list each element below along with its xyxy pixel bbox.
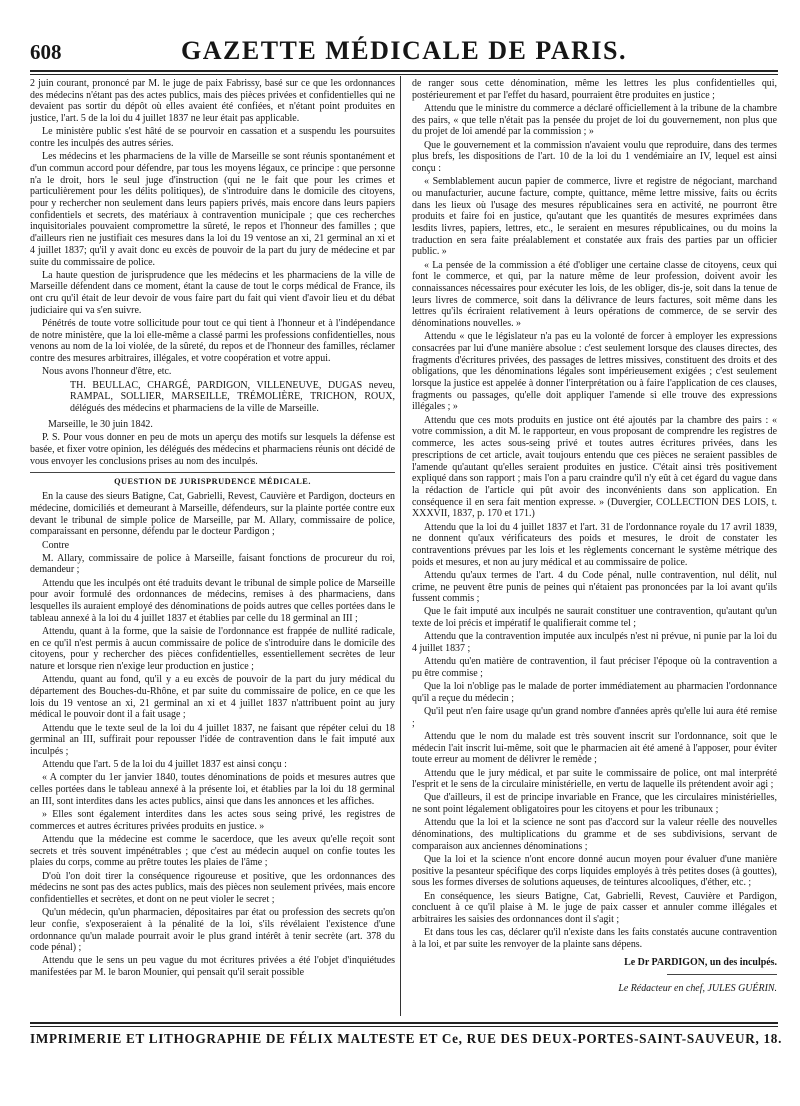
paragraph: En la cause des sieurs Batigne, Cat, Gabrielli, Revest, Cauvière et Pardigon, docteurs en médecine, domiciliés et demeurant à Marseille, défendeurs, sur la plainte portée contre eux devant le tribunal de simple police de Marseille, par M. Allary, commissaire de police, comparaissant en personne, défendu par le docteur Pardigon ; — [30, 491, 395, 538]
paragraph: Le ministère public s'est hâté de se pourvoir en cassation et a suspendu les poursuites contre les inculpés des autres séries. — [30, 126, 395, 150]
paragraph: Attendu que le ministre du commerce a déclaré officiellement à la tribune de la chambre des pairs, « que telle n'était pas la pensée du projet de loi du gouvernement, non plus que du projet de loi amendé par la commission ; » — [412, 102, 777, 138]
paragraph: Attendu que ces mots produits en justice ont été ajoutés par la chambre des pairs : « votre commission, a dit M. le rapporteur, en vous proposant de comprendre les registres de commerce, les actes sous-seing privé et toutes autres écritures privées, dans les prescriptions de cet article, avait toujours entendu que ces pièces ne seraient passibles de l'amende qu'autant qu'elles seraient produites en justice. C'était ainsi très positivement expliqué dans son rapport ; mais l'on a paru craindre qu'il n'y eût à cet égard du vague dans la rédaction de l'article qui pût avoir des inconvénients dans son application. En conséquence il en sera fait mention expresse. » (Duvergier, COLLECTION DES LOIS, t. XXXVII, 1837, p. 170 et 171.) — [412, 414, 777, 520]
paragraph: TH. BEULLAC, CHARGÉ, PARDIGON, VILLENEUVE, DUGAS neveu, RAMPAL, SOLLIER, MARSEILLE, TRÉMOLIÈRE, TRICHON, ROUX, délégués des médecins et pharmaciens de la ville de Marseille. — [70, 379, 395, 414]
signature-rule — [667, 974, 777, 975]
paragraph: Qu'il peut n'en faire usage qu'un grand nombre d'années après qu'elle lui aura été remise ; — [412, 706, 777, 729]
footer-rule-thin — [30, 1026, 778, 1027]
paragraph: Attendu que le texte seul de la loi du 4 juillet 1837, ne faisant que répéter celui du 18 germinal an III, suffirait pour repousser l'idée de contravention dans le fait imputé aux inculpés ; — [30, 722, 395, 757]
page-header — [30, 34, 778, 68]
paragraph: P. S. Pour vous donner en peu de mots un aperçu des motifs sur lesquels la défense est basée, et fixer votre opinion, les délégués des médecins et pharmaciens réunis ont décidé de vous envoyer les conclusions prises au nom des inculpés. — [30, 432, 395, 467]
paragraph: La haute question de jurisprudence que les médecins et les pharmaciens de la ville de Marseille défendent dans ce moment, étant la cause de tout le corps médical de France, ils ont cru qu'il était de leur devoir de vous faire part du fait qui vient d'avoir lieu et du débat judiciaire qui va s'en suivre. — [30, 269, 395, 316]
paragraph: Que d'ailleurs, il est de principe invariable en France, que les circulaires ministérielles, ne sont point légalement obligatoires pour les citoyens et pour les tribunaux ; — [412, 792, 777, 816]
paragraph: Attendu que la loi et la science ne sont pas d'accord sur la valeur réelle des nouvelles dénominations, des multiplications du gramme et de ses subdivisions, servant de comparaison aux anciennes dénominations ; — [412, 817, 777, 852]
paragraph: Qu'un médecin, qu'un pharmacien, dépositaires par état ou profession des secrets qu'on leur confie, s'exposeraient à la pénalité de la loi, s'ils révélaient l'existence d'une ordonnance qu'un malade pourrait avoir le plus grand intérêt à tenir secrète (art. 378 du code pénal) ; — [30, 907, 395, 954]
paragraph: Attendu que le sens un peu vague du mot écritures privées a été l'objet d'inquiétudes manifestées par M. le baron Mounier, qui pensait qu'il serait possible — [30, 955, 395, 979]
paragraph: Les médecins et les pharmaciens de la ville de Marseille se sont réunis spontanément et d'un commun accord pour défendre, par tous les moyens légaux, ce principe : que personne n'a le droit, hors le seul juge d'instruction (qui ne le fait que pour les crimes et particulièrement pour les délits politiques), de s'introduire dans le domicile des citoyens, pour y rechercher non seulement dans leurs papiers privés, mais encore dans leurs papiers confidentiels et secrets, des matériaux à contravention municipale ; que ces recherches inquisitoriales pouvaient compromettre la sûreté, le repos et l'honneur des familles ; que d'ailleurs rien ne justifiait ces mesures dans la loi du 19 ventose an xi, 21 germinal an xi et 4 juillet 1837; qu'il y avait donc eu excès de pouvoir de la part du jury de médecine et par suite du commissaire de police. — [30, 151, 395, 268]
footer-rule — [30, 1022, 778, 1024]
paragraph: 2 juin courant, prononcé par M. le juge de paix Fabrissy, basé sur ce que les ordonnances des médecins n'étant pas des actes publics, mais des pièces privées et confidentielles qui ne devaient pas sortir du dépôt où elles avaient été confiées, et n'étant point produites en justice, l'art. 5 de la loi du 4 juillet 1837 ne leur était pas applicable. — [30, 78, 395, 125]
right-column — [412, 78, 777, 1013]
paragraph: M. Allary, commissaire de police à Marseille, faisant fonctions de procureur du roi, demandeur ; — [30, 552, 395, 576]
paragraph: Attendu que la contravention imputée aux inculpés n'est ni prévue, ni punie par la loi du 4 juillet 1837 ; — [412, 631, 777, 655]
header-rule — [30, 70, 778, 72]
signature: Le Dr PARDIGON, un des inculpés. — [624, 956, 777, 968]
right-column-body — [412, 78, 777, 951]
paragraph: « Semblablement aucun papier de commerce, livre et registre de négociant, marchand ou manufacturier, aucune facture, compte, quittance, même lettre missive, faits ou écrits dans les lieux où l'usage des mesures républicaines sera en activité, ne pourront être produits et faire foi en justice, qu'autant que les quantités de mesures exprimées dans lesdits livres, papiers, lettres, etc., le seraient en mesures républicaines, ou du moins la traduction en sera faite préalablement et constatée aux frais des parties par un officier public. » — [412, 176, 777, 258]
paragraph: Nous avons l'honneur d'être, etc. — [42, 366, 172, 378]
paragraph: Que le gouvernement et la commission n'avaient voulu que reproduire, dans des termes plus brefs, les dispositions de l'art. 10 de la loi du 1 vendémiaire an IV, lequel est ainsi conçu : — [412, 139, 777, 174]
paragraph: Attendu que le jury médical, et par suite le commissaire de police, ont mal interprété l'esprit et le sens de la circulaire ministérielle, en vertu de laquelle ils prétendent avoir agi ; — [412, 767, 777, 791]
paragraph: Attendu que les inculpés ont été traduits devant le tribunal de simple police de Marseille pour avoir formulé des ordonnances de médecins, remises à des pharmaciens, dans lesquelles ils auraient employé des dénominations de poids autres que celles portées dans le tableau annexé à la loi du 4 juillet 1837 et établies par celle du 18 germinal an III ; — [30, 577, 395, 624]
paragraph: Contre — [42, 539, 70, 551]
header-rule-thin — [30, 74, 778, 75]
paragraph: Que le fait imputé aux inculpés ne saurait constituer une contravention, qu'autant qu'un texte de loi précis et impératif le qualifierait comme tel ; — [412, 606, 777, 630]
paragraph: Attendu que l'art. 5 de la loi du 4 juillet 1837 est ainsi conçu : — [42, 759, 287, 771]
paragraph: Attendu « que le législateur n'a pas eu la volonté de forcer à employer les expressions consacrées par lui d'une manière absolue : c'est seulement lorsque des clauses directes, des fragments d'écritures privées, des passages de lettres missives, constituent des droits et des obligations, que les dénominations légales sont impérieusement exigées ; c'est seulement lorsque la justice est appelée à donner l'interprétation ou à faire l'application de ces clauses, fragments ou passages, qu'elle doit appliquer l'amende si elle trouve des expressions illégales ; » — [412, 331, 777, 413]
paragraph: Attendu qu'en matière de contravention, il faut préciser l'époque où la contravention a pu être commise ; — [412, 656, 777, 679]
paragraph: Marseille, le 30 juin 1842. — [48, 418, 153, 430]
paragraph: « La pensée de la commission a été d'obliger une certaine classe de citoyens, ceux qui font le commerce, et qui, par la nature même de leur profession, doivent avoir les connaissances nécessaires pour exécuter les lois, de les obliger, dis-je, soit dans la tenue de leurs livres de commerce, soit dans la délivrance de leurs factures, soit même dans les lettres qu'ils écriraient relativement à leurs opérations de commerce, de se servir des dénominations nouvelles. » — [412, 259, 777, 330]
masthead-title: GAZETTE MÉDICALE DE PARIS. — [181, 36, 627, 65]
paragraph: Pénétrés de toute votre sollicitude pour tout ce qui tient à l'honneur et à l'indépendance de notre ministère, que la loi elle-même a classé parmi les professions confidentielles, nous venons au nom de la loi violée, de la sûreté, du repos et de l'honneur des familles, réclamer contre des mesures arbitraires, illégales, et votre coopération et votre appui. — [30, 318, 395, 365]
printer-imprint: IMPRIMERIE ET LITHOGRAPHIE DE FÉLIX MALTESTE ET Ce, RUE DES DEUX-PORTES-SAINT-SAUVEUR, 18. — [30, 1031, 783, 1046]
paragraph: Attendu que la médecine est comme le sacerdoce, que les aveux qu'elle reçoit sont secrets et très souvent impénétrables ; que c'est au médecin auquel on confie toutes les plaies du corps, comme au prêtre toutes les plaies de l'âme ; — [30, 833, 395, 869]
paragraph: Attendu, quant à la forme, que la saisie de l'ordonnance est frappée de nullité radicale, en ce qu'il n'est permis à aucun commissaire de police de s'introduire dans le domicile des citoyens, pour y rechercher des pièces confidentielles, essentiellement secrètes de leur nature et lorsque rien n'exige leur production en justice ; — [30, 625, 395, 673]
left-column — [30, 78, 395, 1013]
paragraph: Que la loi n'oblige pas le malade de porter immédiatement au pharmacien l'ordonnance qu'il a reçue du médecin ; — [412, 681, 777, 704]
paragraph: Attendu, quant au fond, qu'il y a eu excès de pouvoir de la part du jury médical du département des Bouches-du-Rhône, et par suite du commissaire de police, en ce que les lois du 19 ventose an xi, 21 germinal an xi et 4 juillet 1837 n'attribuent point au jury médical le pouvoir dont il a fait usage ; — [30, 674, 395, 721]
paragraph: « A compter du 1er janvier 1840, toutes dénominations de poids et mesures autres que celles portées dans le tableau annexé à la présente loi, et établies par la loi du 18 germinal an III, sont interdites dans les actes publics, ainsi que dans les annonces et les affiches. — [30, 772, 395, 807]
paragraph: Que la loi et la science n'ont encore donné aucun moyen pour évaluer d'une manière positive la pesanteur spécifique des corps liquides employés à très petites doses (à gouttes), sous les formes diverses de solutions aqueuses, de teintures alcooliques, d'éther, etc. ; — [412, 854, 777, 889]
paragraph: » Elles sont également interdites dans les actes sous seing privé, les registres de commerces et autres écritures privées produits en justice. » — [30, 808, 395, 832]
column-divider — [400, 76, 401, 1016]
paragraph: Attendu que le nom du malade est très souvent inscrit sur l'ordonnance, soit que le médecin l'ait inscrit lui-même, soit que le pharmacien ait été amené à l'apposer, pour éviter toute erreur au moment de délivrer le remède ; — [412, 730, 777, 766]
section-heading: QUESTION DE JURISPRUDENCE MÉDICALE. — [30, 472, 395, 488]
page-number: 608 — [30, 40, 62, 64]
paragraph: D'où l'on doit tirer la conséquence rigoureuse et positive, que les ordonnances des médecins ne sont pas des actes publics, mais des pièces non seulement privées, mais encore confidentielles et secrètes, et dont on ne peut violer le secret ; — [30, 870, 395, 905]
paragraph: En conséquence, les sieurs Batigne, Cat, Gabrielli, Revest, Cauvière et Pardigon, concluent à ce qu'il plaise à M. le juge de paix casser et annuler comme illégales et arbitraires les saisies des ordonnances dont il s'agit ; — [412, 890, 777, 926]
paragraph: Et dans tous les cas, déclarer qu'il n'existe dans les faits constatés aucune contravention à la loi, et par suite les renvoyer de la plainte sans dépens. — [412, 927, 777, 950]
paragraph: Attendu qu'aux termes de l'art. 4 du Code pénal, nulle contravention, nul délit, nul crime, ne peuvent être punis de peines qui n'étaient pas prononcées par la loi avant qu'ils fussent commis ; — [412, 569, 777, 605]
paragraph: de ranger sous cette dénomination, même les lettres les plus confidentielles qui, postérieurement et par l'effet du hasard, pourraient être produites en justice ; — [412, 78, 777, 101]
editor-line: Le Rédacteur en chef, JULES GUÉRIN. — [618, 983, 777, 995]
paragraph: Attendu que la loi du 4 juillet 1837 et l'art. 31 de l'ordonnance royale du 17 avril 1839, ne donnent qu'aux vérificateurs des poids et mesures, le droit de constater les contraventions prévues par les lois et les règlements concernant le système métrique des poids et mesures, et non au jury médical et au commissaire de police. — [412, 521, 777, 568]
